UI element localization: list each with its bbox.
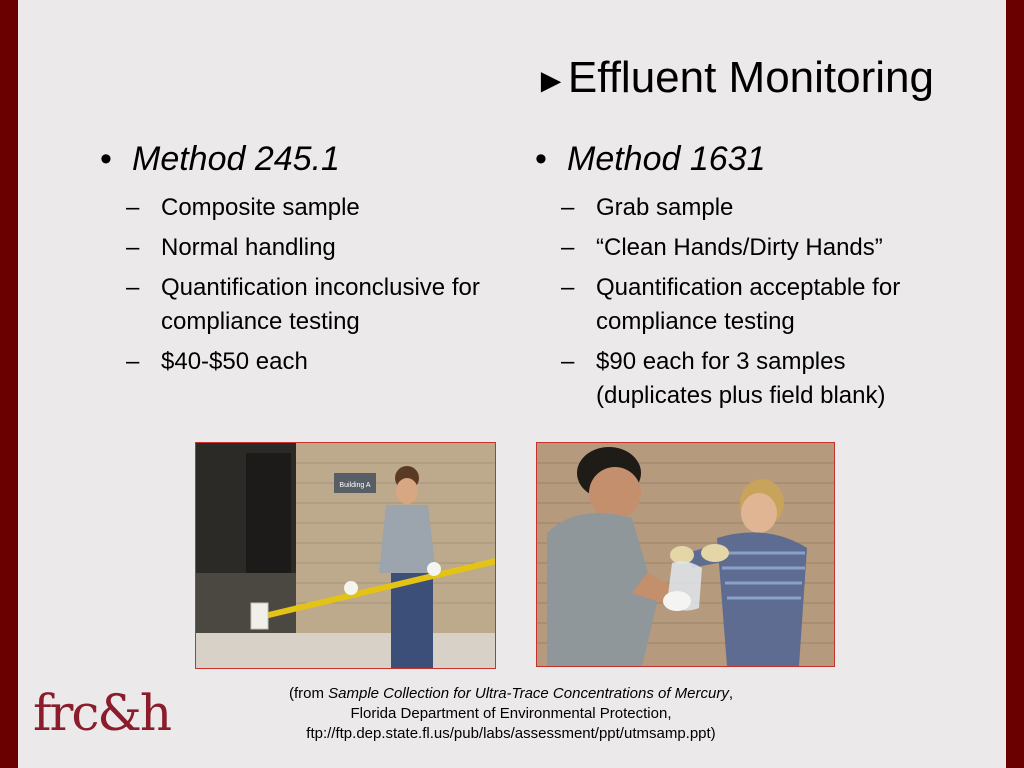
title-text: Effluent Monitoring [567, 53, 934, 102]
right-heading-text: Method 1631 [567, 140, 766, 178]
bullet-dot-icon: • [100, 140, 112, 178]
photo-clean-hands-sampling-illustration [537, 443, 834, 666]
right-bullet-heading [521, 138, 961, 181]
photo-composite-sampling-illustration [196, 443, 495, 668]
source-caption [216, 684, 806, 744]
left-bullet-heading [86, 138, 516, 181]
caption-prefix: (from [288, 685, 329, 702]
photo-composite-sampling [195, 442, 496, 669]
list-item: – Quantification inconclusive for compliance testing [126, 273, 480, 335]
caption-line2: Florida Department of Environmental Protection, [350, 705, 672, 722]
svg-text:Building A: Building A [339, 482, 371, 489]
photo-clean-hands-sampling [536, 442, 835, 667]
right-sub-list [521, 191, 961, 413]
list-item: – $40-$50 each [126, 347, 308, 375]
caption-source-title: Sample Collection for Ultra-Trace Concentrations of Mercury [328, 685, 729, 702]
list-item: – Grab sample [561, 193, 734, 221]
left-column [86, 138, 516, 385]
list-item: – Normal handling [126, 233, 336, 261]
slide [18, 0, 1006, 768]
bullet-dot-icon: • [535, 140, 547, 178]
list-item: – Quantification acceptable for compliance testing [561, 273, 901, 335]
right-column [521, 138, 961, 419]
list-item: – $90 each for 3 samples (duplicates plus field blank) [561, 347, 886, 409]
left-heading-text: Method 245.1 [132, 140, 340, 178]
title-arrow-icon: ► [534, 62, 568, 100]
frch-logo: frc&h [33, 684, 171, 742]
caption-url: ftp://ftp.dep.state.fl.us/pub/labs/assessment/ppt/utmsamp.ppt) [306, 725, 716, 742]
left-sub-list [86, 191, 516, 379]
caption-line1-suffix: , [728, 685, 734, 702]
list-item: – “Clean Hands/Dirty Hands” [561, 233, 883, 261]
slide-title [534, 52, 934, 105]
list-item: – Composite sample [126, 193, 360, 221]
